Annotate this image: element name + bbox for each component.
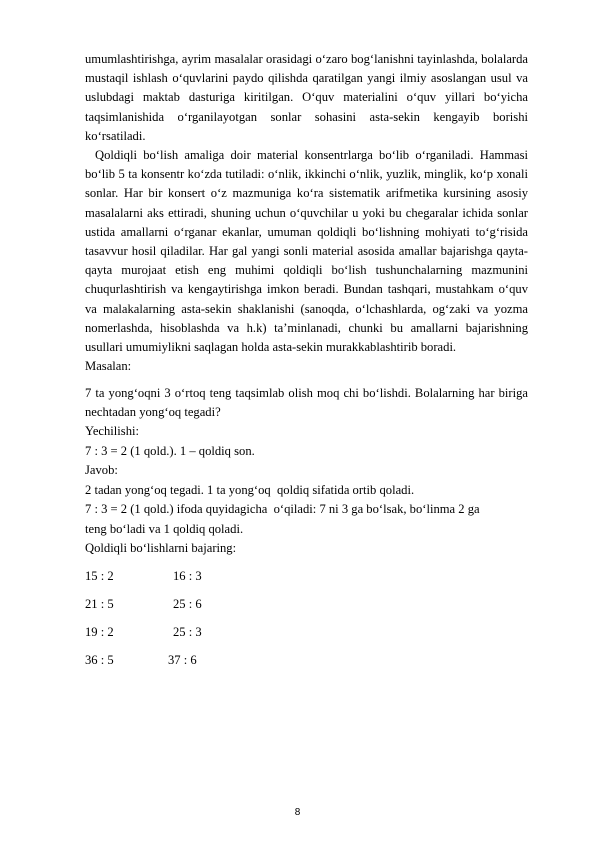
exercise-right: 25 : 6 bbox=[173, 597, 202, 612]
exercise-row bbox=[85, 567, 528, 586]
paragraph-concentres: Qoldiqli bo‘lish amaliga doir material konsentrlarga bo‘lib o‘rganiladi. Hammasi bo‘lib 5 ta konsentr ko‘zda tutiladi: o‘nlik, ikkinchi o‘nlik, yuzlik, minglik, ko‘p xonali sonlar. Har bir konsert o‘z mazmuniga ko‘ra sistematik arifmetika kursining asosiy masalalarni aks ettiradi, shuning uchun o‘quvchilar u yoki bu chegaralar ichida sonlar ustida amallarni o‘rganar ekanlar, umuman qoldiqli bo‘lishning mohiyati to‘g‘risida tasavvur hosil qiladilar. Har gal yangi sonli material asosida amallar bajarishga qayta-qayta murojaat etish eng muhimi qoldiqli bo‘lish tushunchalarning mazmunini chuqurlashtirish va kengaytirishga imkon beradi. Bundan tashqari, mustahkam o‘quv va malakalarning asta-sekin shaklanishi (sanoqda, o‘lchashlarda, og‘zaki va yozma nomerlashda, hisoblashda va h.k) ta’minlanadi, chunki bu amallarni bajarishning usullari umumiylikni saqlagan holda asta-sekin murakkablashtirib boradi. bbox=[85, 148, 528, 355]
page-number: 8 bbox=[294, 807, 301, 818]
exercise-left: 21 : 5 bbox=[85, 597, 114, 612]
example-label: Masalan: bbox=[85, 359, 132, 374]
document-page bbox=[85, 50, 528, 679]
exercise-right: 37 : 6 bbox=[168, 652, 197, 667]
exercise-row bbox=[85, 623, 528, 642]
paragraph-intro: umumlashtirishga, ayrim masalalar orasidagi o‘zaro bog‘lanishni tayinlashda, bolalarda mustaqil ishlash o‘quvlarini paydo qilishda qaratilgan yangi ilmiy asoslangan usul va uslubdagi maktab dasturiga kiritilgan. O‘quv materialini o‘quv yillari bo‘yicha taqsimlanishida o‘rganilayotgan sonlar sohasini asta-sekin kengayib borishi ko‘rsatiladi. bbox=[85, 52, 528, 143]
exercise-right: 25 : 3 bbox=[173, 625, 202, 640]
exercise-left: 19 : 2 bbox=[85, 625, 114, 640]
exercise-list bbox=[85, 567, 528, 669]
answer-label: Javob: bbox=[85, 463, 118, 478]
problem-text: 7 ta yong‘oqni 3 o‘rtoq teng taqsimlab olish moq chi bo‘lishdi. Bolalarning har biriga nechtadan yong‘oq tegadi? bbox=[85, 385, 528, 419]
exercise-right: 16 : 3 bbox=[173, 569, 202, 584]
solution-line: 7 : 3 = 2 (1 qold.). 1 – qoldiq son. bbox=[85, 443, 255, 458]
exercise-row bbox=[85, 595, 528, 614]
answer-line: 2 tadan yong‘oq tegadi. 1 ta yong‘oq qoldiq sifatida ortib qoladi. bbox=[85, 482, 415, 497]
explanation-line-1: 7 : 3 = 2 (1 qold.) ifoda quyidagicha o‘qiladi: 7 ni 3 ga bo‘lsak, bo‘linma 2 ga bbox=[85, 502, 480, 517]
exercise-left: 36 : 5 bbox=[85, 652, 114, 667]
task-label: Qoldiqli bo‘lishlarni bajaring: bbox=[85, 541, 237, 556]
solution-label: Yechilishi: bbox=[85, 424, 140, 439]
explanation-line-2: teng bo‘ladi va 1 qoldiq qoladi. bbox=[85, 521, 244, 536]
exercise-row bbox=[85, 651, 528, 670]
exercise-left: 15 : 2 bbox=[85, 569, 114, 584]
